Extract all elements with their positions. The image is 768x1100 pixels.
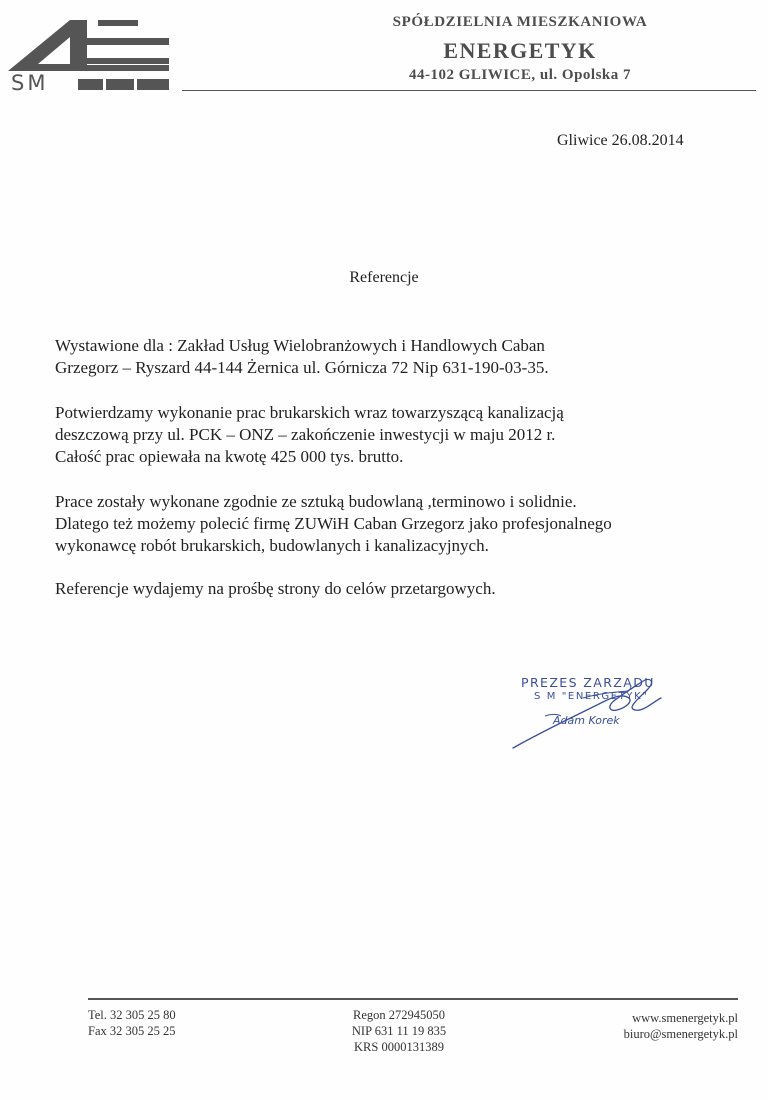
svg-text:SM: SM <box>11 71 49 92</box>
footer-nip: NIP 631 11 19 835 <box>351 1024 447 1038</box>
text-line: Dlatego też możemy polecić firmę ZUWiH Caban Grzegorz jako profesjonalnego <box>55 514 612 533</box>
paragraph-recipient <box>55 335 735 379</box>
stamp-title: PREZES ZARZĄDU <box>521 675 655 690</box>
header-divider <box>182 90 756 91</box>
text-line: Potwierdzamy wykonanie prac brukarskich wraz towarzyszącą kanalizacją <box>55 403 564 422</box>
stamp-name: Adam Korek <box>553 714 620 727</box>
footer-email: biuro@smenergetyk.pl <box>623 1027 738 1041</box>
handwritten-signature <box>505 672 675 754</box>
text-line: Prace zostały wykonane zgodnie ze sztuką budowlaną ,terminowo i solidnie. <box>55 492 577 511</box>
footer-website: www.smenergetyk.pl <box>632 1011 738 1025</box>
org-name-line1: SPÓŁDZIELNIA MIESZKANIOWA <box>392 14 648 30</box>
footer-phone: Tel. 32 305 25 80 <box>88 1008 176 1022</box>
footer-krs: KRS 0000131389 <box>354 1040 444 1054</box>
paragraph-confirmation <box>55 402 735 468</box>
footer-registry <box>340 1007 458 1055</box>
footer-web <box>560 1010 738 1042</box>
paragraph-recommendation <box>55 491 735 557</box>
text-line: Całość prac opiewała na kwotę 425 000 tys. brutto. <box>55 447 404 466</box>
text-line: Grzegorz – Ryszard 44-144 Żernica ul. Górnicza 72 Nip 631-190-03-35. <box>55 358 549 377</box>
letter-date: Gliwice 26.08.2014 <box>557 132 684 149</box>
footer-fax: Fax 32 305 25 25 <box>88 1024 176 1038</box>
text-line: wykonawcę robót brukarskich, budowlanych i kanalizacyjnych. <box>55 536 489 555</box>
paragraph-closing <box>55 578 735 600</box>
stamp-org: S M "ENERGETYK" <box>534 691 649 702</box>
text-line: Wystawione dla : Zakład Usług Wielobranżowych i Handlowych Caban <box>55 336 545 355</box>
footer-regon: Regon 272945050 <box>352 1008 445 1022</box>
text-line: deszczową przy ul. PCK – ONZ – zakończenie inwestycji w maju 2012 r. <box>55 425 556 444</box>
org-name-line2: ENERGETYK <box>443 38 597 63</box>
text-line: Referencje wydajemy na prośbę strony do celów przetargowych. <box>55 579 496 598</box>
company-logo <box>8 14 174 92</box>
org-address: 44-102 GLIWICE, ul. Opolska 7 <box>408 67 632 83</box>
footer-divider <box>88 998 738 1000</box>
footer-contact <box>88 1007 176 1039</box>
letter-subject: Referencje <box>349 269 419 286</box>
